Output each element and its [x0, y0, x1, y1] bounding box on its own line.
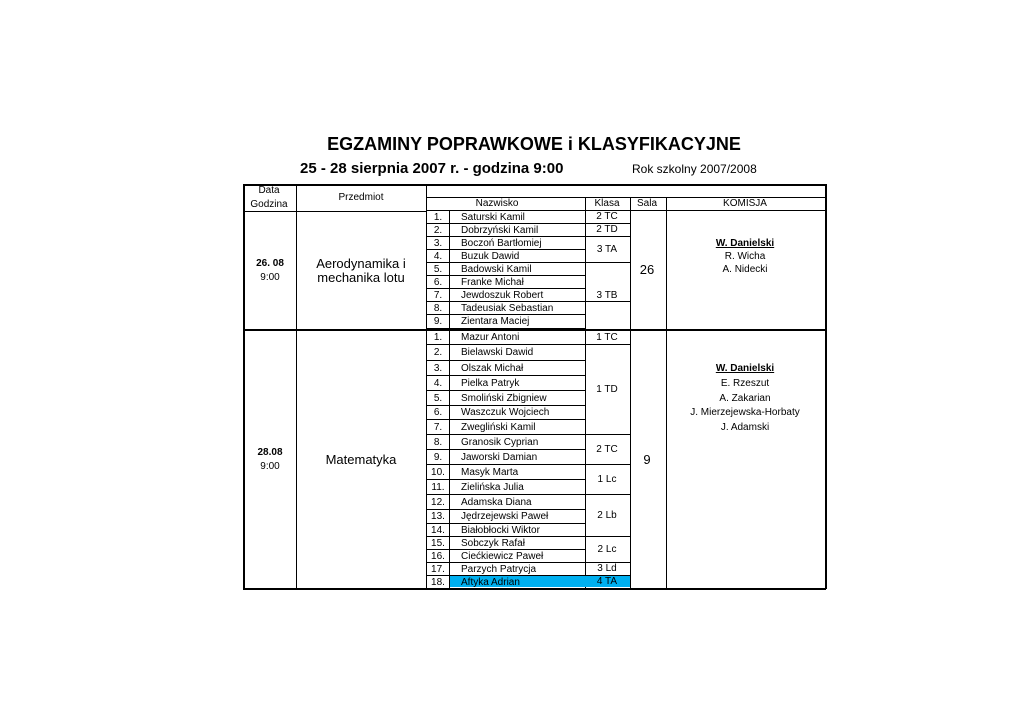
- student-number: 5.: [433, 392, 443, 404]
- exam-time: 9:00: [260, 461, 280, 472]
- student-name: Aftyka Adrian: [461, 576, 520, 588]
- student-number: 14.: [431, 524, 445, 536]
- class-cell: 1 TD: [596, 384, 618, 395]
- class-cell: 2 TC: [596, 211, 618, 222]
- student-number: 13.: [431, 511, 445, 522]
- class-cell: 4 TA: [596, 576, 618, 587]
- student-number: 6.: [433, 407, 443, 418]
- commission-member: J. Adamski: [720, 422, 770, 433]
- student-number: 1.: [433, 332, 443, 343]
- commission-member: J. Mierzejewska-Horbaty: [690, 407, 800, 418]
- student-number: 10.: [431, 466, 445, 478]
- student-name: Saturski Kamil: [461, 211, 525, 223]
- student-name: Adamska Diana: [461, 496, 532, 508]
- student-number: 4.: [433, 250, 443, 262]
- subject-name: Matematyka: [325, 452, 397, 467]
- subject-name: mechanika lotu: [317, 270, 405, 285]
- class-cell: 2 TD: [596, 224, 618, 235]
- student-number: 8.: [433, 302, 443, 314]
- exam-table: [243, 183, 825, 588]
- student-name: Smoliński Zbigniew: [461, 392, 547, 404]
- header-godzina: Godzina: [250, 199, 288, 210]
- student-name: Jewdoszuk Robert: [461, 289, 544, 301]
- student-number: 9.: [433, 451, 443, 463]
- table-rule: [585, 344, 630, 345]
- student-number: 18.: [431, 576, 445, 588]
- commission-member: E. Rzeszut: [720, 378, 770, 389]
- student-name: Zwegliński Kamil: [461, 421, 536, 433]
- class-cell: 1 TC: [596, 332, 618, 343]
- class-cell: 2 Lc: [597, 544, 617, 555]
- exam-dates: 25 - 28 sierpnia 2007 r. - godzina 9:00: [300, 160, 564, 177]
- student-name: Granosik Cyprian: [461, 436, 539, 448]
- student-number: 3.: [433, 237, 443, 249]
- student-name: Badowski Kamil: [461, 263, 532, 275]
- exam-time: 9:00: [260, 272, 280, 283]
- student-name: Zielińska Julia: [461, 481, 524, 493]
- school-year: Rok szkolny 2007/2008: [632, 162, 757, 176]
- student-number: 3.: [433, 362, 443, 374]
- student-name: Białobłocki Wiktor: [461, 524, 540, 536]
- student-number: 7.: [433, 289, 443, 301]
- student-number: 8.: [433, 436, 443, 448]
- student-name: Ciećkiewicz Paweł: [461, 550, 544, 562]
- student-name: Waszczuk Wojciech: [461, 407, 550, 418]
- table-rule: [426, 344, 585, 345]
- header-komisja: KOMISJA: [723, 198, 767, 209]
- student-name: Buzuk Dawid: [461, 250, 520, 262]
- student-name: Sobczyk Rafał: [461, 537, 525, 549]
- student-name: Zientara Maciej: [461, 316, 530, 327]
- commission-chair: W. Danielski: [715, 363, 775, 374]
- page-title: EGZAMINY POPRAWKOWE i KLASYFIKACYJNE: [327, 134, 741, 154]
- student-number: 6.: [433, 276, 443, 288]
- student-number: 16.: [431, 550, 445, 562]
- student-name: Jędrzejewski Paweł: [461, 511, 549, 522]
- room-number: 26: [639, 262, 655, 277]
- student-name: Mazur Antoni: [461, 332, 520, 343]
- student-name: Dobrzyński Kamil: [461, 224, 539, 236]
- commission-member: A. Zakarian: [719, 393, 771, 404]
- student-name: Olszak Michał: [461, 362, 524, 374]
- subject-name: Aerodynamika i: [316, 256, 406, 271]
- table-rule: [296, 184, 297, 589]
- header-nazwisko: Nazwisko: [475, 198, 519, 209]
- header-klasa: Klasa: [594, 198, 620, 209]
- table-rule: [585, 236, 630, 237]
- class-cell: 3 TA: [596, 244, 618, 255]
- student-name: Masyk Marta: [461, 466, 519, 478]
- table-rule: [585, 494, 630, 495]
- class-cell: 2 TC: [596, 444, 618, 455]
- student-number: 1.: [433, 211, 443, 223]
- commission-chair: W. Danielski: [715, 238, 775, 249]
- student-name: Boczoń Bartłomiej: [461, 237, 542, 249]
- student-name: Pielka Patryk: [461, 377, 520, 389]
- header-przedmiot: Przedmiot: [338, 192, 384, 203]
- student-name: Parzych Patrycja: [461, 563, 537, 575]
- class-cell: 1 Lc: [597, 474, 617, 485]
- class-cell: 3 Ld: [597, 563, 617, 574]
- student-name: Franke Michał: [461, 276, 524, 288]
- student-number: 12.: [431, 496, 445, 508]
- student-number: 2.: [433, 347, 443, 358]
- student-name: Tadeusiak Sebastian: [461, 302, 554, 314]
- header-sala: Sala: [636, 198, 657, 209]
- class-cell: 2 Lb: [597, 510, 617, 521]
- header-data: Data: [258, 185, 280, 196]
- student-number: 5.: [433, 263, 443, 275]
- student-number: 15.: [431, 537, 445, 549]
- student-name: Bielawski Dawid: [461, 347, 534, 358]
- student-number: 2.: [433, 224, 443, 236]
- commission-member: R. Wicha: [724, 251, 766, 262]
- student-name: Jaworski Damian: [461, 451, 538, 463]
- student-number: 4.: [433, 377, 443, 389]
- exam-date: 26. 08: [256, 258, 284, 269]
- student-number: 7.: [433, 421, 443, 433]
- student-number: 17.: [431, 563, 445, 575]
- student-number: 9.: [433, 316, 443, 327]
- class-cell: 3 TB: [596, 290, 618, 301]
- table-rule: [243, 184, 245, 589]
- table-rule: [585, 536, 630, 537]
- table-rule: [585, 434, 630, 435]
- commission-member: A. Nidecki: [722, 264, 768, 275]
- student-number: 11.: [431, 481, 445, 493]
- room-number: 9: [643, 452, 651, 467]
- exam-date: 28.08: [257, 447, 283, 458]
